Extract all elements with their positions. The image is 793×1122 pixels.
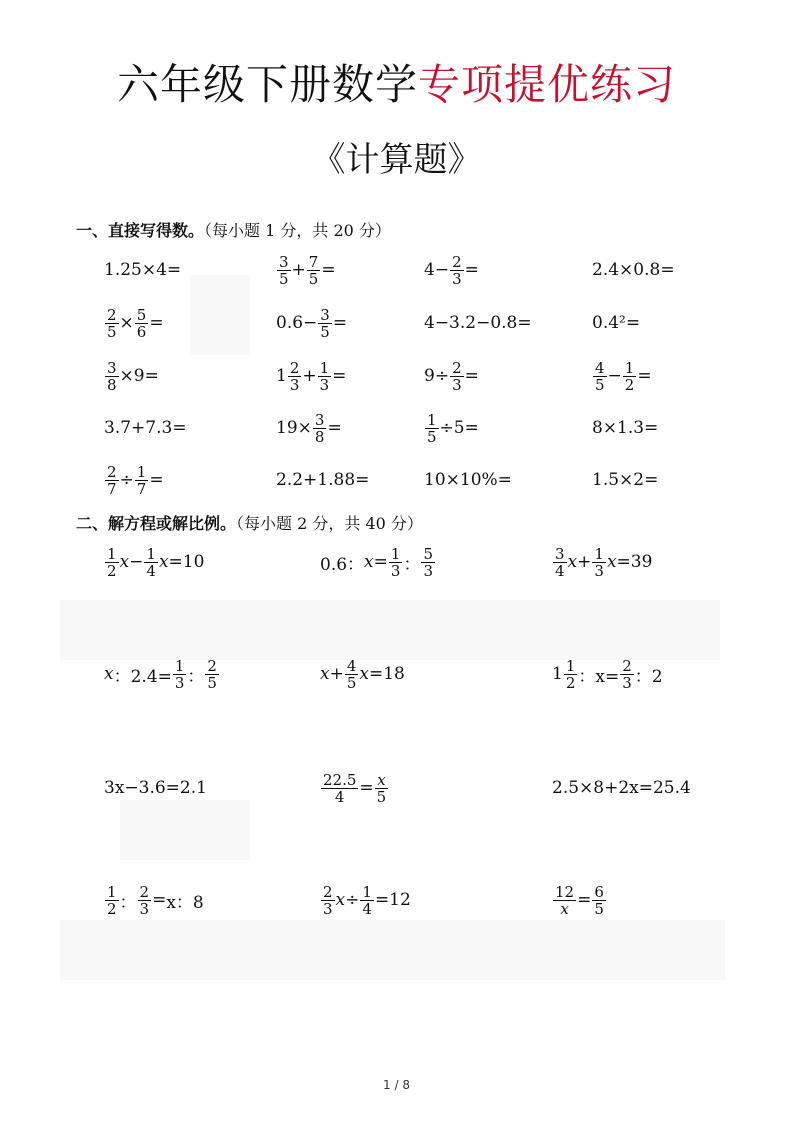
fraction: $\frac{5}{3}$ bbox=[423, 544, 433, 580]
problem: 1.25×4= bbox=[104, 260, 182, 280]
problem: 19× $\frac{3}{8}$ = bbox=[276, 410, 342, 446]
problem: 10×10%= bbox=[424, 470, 512, 490]
problem: $\frac{3}{8}$ ×9= bbox=[107, 358, 159, 394]
fraction: $\frac{2}{3}$ bbox=[622, 656, 632, 692]
fraction: $\frac{2}{5}$ bbox=[107, 305, 117, 341]
equation: 0.6： x = $\frac{1}{3}$ ： $\frac{5}{3}$ bbox=[320, 544, 433, 580]
fraction: $\frac{7}{5}$ bbox=[308, 252, 319, 288]
problem: $\frac{4}{5}$ − $\frac{1}{2}$ = bbox=[595, 358, 652, 394]
fraction: $\frac{1}{7}$ bbox=[136, 462, 147, 498]
fraction: $\frac{2}{3}$ bbox=[452, 358, 462, 394]
page-number: 1 / 8 bbox=[383, 1078, 410, 1092]
section-heading-1: 一、直接写得数。（每小题 1 分，共 20 分） bbox=[76, 221, 391, 240]
fraction: $\frac{1}{3}$ bbox=[319, 358, 330, 394]
section-heading-2: 二、解方程或解比例。（每小题 2 分，共 40 分） bbox=[76, 514, 423, 533]
problem: 0.4²= bbox=[592, 313, 641, 333]
fraction: $\frac{2}{5}$ bbox=[207, 656, 217, 692]
problem: 1.5×2= bbox=[592, 470, 659, 490]
fraction: $\frac{3}{8}$ bbox=[314, 410, 325, 446]
equation: 3x−3.6=2.1 bbox=[104, 778, 207, 798]
equation: 2.5×8+2x=25.4 bbox=[552, 778, 691, 798]
fraction: $\frac{2}{3}$ bbox=[452, 252, 462, 288]
fraction: $\frac{3}{5}$ bbox=[279, 252, 289, 288]
fraction: $\frac{2}{3}$ bbox=[323, 882, 333, 918]
problem: 4− $\frac{2}{3}$ = bbox=[424, 252, 479, 288]
fraction: $\frac{4}{5}$ bbox=[346, 656, 357, 692]
equation: $\frac{12}{x}$ = $\frac{6}{5}$ bbox=[555, 882, 604, 918]
problem: 3.7+7.3= bbox=[104, 418, 187, 438]
equation: x ：2.4= $\frac{1}{3}$ ： $\frac{2}{5}$ bbox=[104, 656, 217, 692]
fraction: $\frac{1}{4}$ bbox=[362, 882, 372, 918]
scan-artifact bbox=[190, 275, 250, 355]
equation: $\frac{1}{2}$ ： $\frac{2}{3}$ = x：8 bbox=[107, 882, 204, 918]
equation: 1 $\frac{1}{2}$ ：x= $\frac{2}{3}$ ：2 bbox=[552, 656, 663, 692]
fraction: $\frac{5}{6}$ bbox=[136, 305, 147, 341]
fraction: $\frac{1}{3}$ bbox=[174, 656, 185, 692]
problem: 8×1.3= bbox=[592, 418, 659, 438]
page-subtitle: 《计算题》 bbox=[311, 140, 482, 180]
fraction: $\frac{1}{5}$ bbox=[427, 410, 437, 446]
scan-artifact bbox=[60, 920, 725, 980]
problem: $\frac{1}{5}$ ÷5= bbox=[427, 410, 479, 446]
equation: $\frac{2}{3}$ x ÷ $\frac{1}{4}$ =12 bbox=[323, 882, 411, 918]
fraction: $\frac{3}{4}$ bbox=[555, 544, 565, 580]
fraction: $\frac{6}{5}$ bbox=[594, 882, 604, 918]
fraction: $\frac{3}{8}$ bbox=[107, 358, 117, 394]
fraction: $\frac{22.5}{4}$ bbox=[323, 770, 357, 806]
equation: $\frac{22.5}{4}$ = $\frac{x}{5}$ bbox=[323, 770, 387, 806]
problem: 4−3.2−0.8= bbox=[424, 313, 532, 333]
fraction: $\frac{3}{5}$ bbox=[320, 305, 330, 341]
fraction: $\frac{1}{3}$ bbox=[594, 544, 604, 580]
equation: $\frac{3}{4}$ x + $\frac{1}{3}$ x =39 bbox=[555, 544, 653, 580]
fraction: $\frac{1}{2}$ bbox=[107, 544, 117, 580]
problem: 0.6− $\frac{3}{5}$ = bbox=[276, 305, 348, 341]
fraction: $\frac{2}{3}$ bbox=[139, 882, 150, 918]
problem: 2.2+1.88= bbox=[276, 470, 370, 490]
fraction: $\frac{1}{2}$ bbox=[565, 656, 576, 692]
problem: 1 $\frac{2}{3}$ + $\frac{1}{3}$ = bbox=[276, 358, 347, 394]
problem: 9÷ $\frac{2}{3}$ = bbox=[424, 358, 479, 394]
equation: $\frac{1}{2}$ x − $\frac{1}{4}$ x =10 bbox=[107, 544, 205, 580]
fraction: $\frac{2}{3}$ bbox=[289, 358, 300, 394]
page-title: 六年级下册数学专项提优练习 bbox=[116, 60, 677, 109]
fraction: $\frac{1}{2}$ bbox=[624, 358, 635, 394]
fraction: $\frac{1}{2}$ bbox=[107, 882, 117, 918]
problem: $\frac{2}{7}$ ÷ $\frac{1}{7}$ = bbox=[107, 462, 164, 498]
fraction: $\frac{1}{3}$ bbox=[390, 544, 401, 580]
problem: $\frac{3}{5}$ + $\frac{7}{5}$ = bbox=[279, 252, 336, 288]
problem: 2.4×0.8= bbox=[592, 260, 675, 280]
fraction: $\frac{1}{4}$ bbox=[146, 544, 156, 580]
fraction: $\frac{2}{7}$ bbox=[107, 462, 117, 498]
problem: $\frac{2}{5}$ × $\frac{5}{6}$ = bbox=[107, 305, 164, 341]
fraction: $\frac{12}{x}$ bbox=[555, 882, 575, 918]
fraction: $\frac{x}{5}$ bbox=[376, 770, 387, 806]
equation: x + $\frac{4}{5}$ x =18 bbox=[320, 656, 405, 692]
fraction: $\frac{4}{5}$ bbox=[595, 358, 605, 394]
